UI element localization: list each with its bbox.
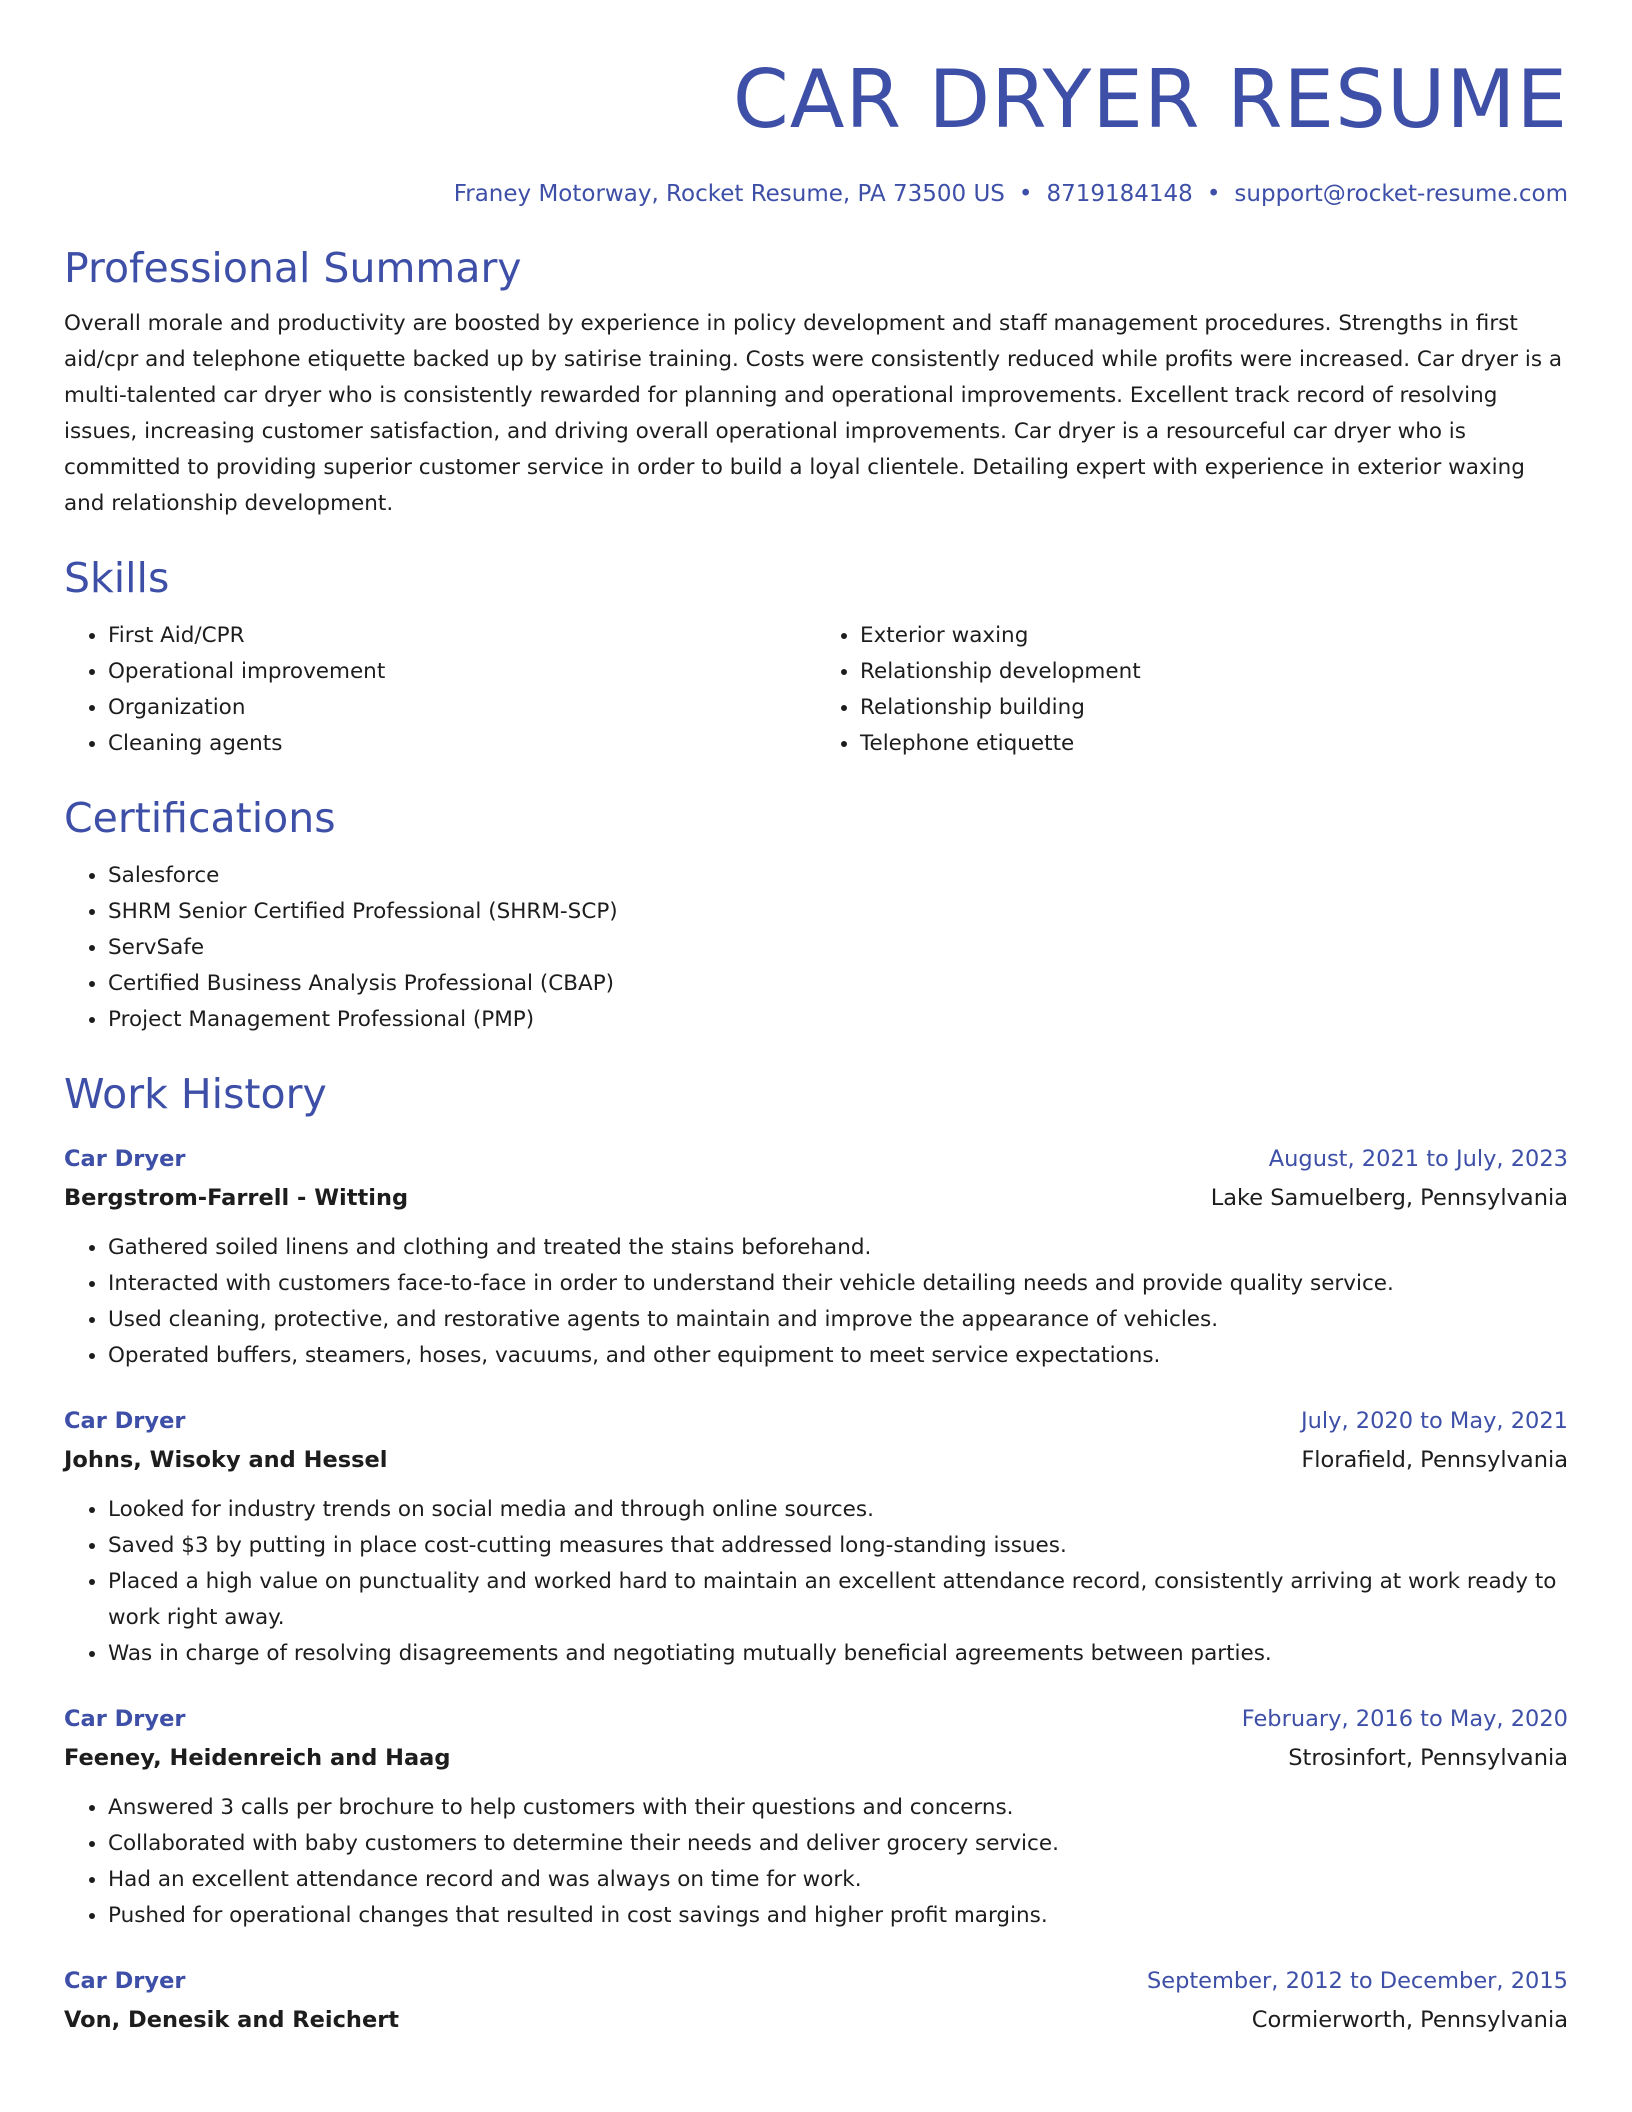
skill-item: • Relationship building bbox=[860, 690, 1568, 726]
job-location: Strosinfort, Pennsylvania bbox=[1288, 1745, 1568, 1771]
job-company-row bbox=[64, 1738, 1568, 1778]
job-title: Car Dryer bbox=[64, 1146, 186, 1172]
job-title: Car Dryer bbox=[64, 1408, 186, 1434]
certification-item: • SHRM Senior Certified Professional (SHRM-SCP) bbox=[108, 894, 1568, 930]
job-dates: September, 2012 to December, 2015 bbox=[1146, 1968, 1568, 1994]
job-bullet: • Collaborated with baby customers to determine their needs and deliver grocery service. bbox=[108, 1826, 1568, 1862]
job-dates: August, 2021 to July, 2023 bbox=[1268, 1146, 1568, 1172]
job-company: Bergstrom-Farrell - Witting bbox=[64, 1185, 409, 1211]
contact-phone: 8719184148 bbox=[1046, 181, 1193, 207]
certifications-heading: Certifications bbox=[64, 794, 336, 842]
job-bullets bbox=[64, 1790, 1568, 1934]
work-history-heading: Work History bbox=[64, 1070, 327, 1118]
certification-item: • Certified Business Analysis Professional (CBAP) bbox=[108, 966, 1568, 1002]
job-location: Lake Samuelberg, Pennsylvania bbox=[1210, 1185, 1568, 1211]
skill-item: • Operational improvement bbox=[108, 654, 816, 690]
job-title: Car Dryer bbox=[64, 1706, 186, 1732]
summary-heading: Professional Summary bbox=[64, 244, 522, 292]
job-title: Car Dryer bbox=[64, 1968, 186, 1994]
job-bullet: • Answered 3 calls per brochure to help customers with their questions and concerns. bbox=[108, 1790, 1568, 1826]
job-bullet: • Operated buffers, steamers, hoses, vacuums, and other equipment to meet service expectations. bbox=[108, 1338, 1568, 1374]
job-entry bbox=[64, 1140, 1568, 1374]
job-entry bbox=[64, 1700, 1568, 1934]
contact-line bbox=[64, 178, 1568, 210]
job-company-row bbox=[64, 2000, 1568, 2040]
job-bullet: • Gathered soiled linens and clothing and treated the stains beforehand. bbox=[108, 1230, 1568, 1266]
job-bullet: • Looked for industry trends on social media and through online sources. bbox=[108, 1492, 1568, 1528]
job-entry bbox=[64, 1402, 1568, 1672]
skills-grid bbox=[64, 618, 1568, 762]
job-title-row bbox=[64, 1700, 1568, 1738]
job-company: Von, Denesik and Reichert bbox=[64, 2007, 400, 2033]
job-bullet: • Was in charge of resolving disagreements and negotiating mutually beneficial agreements between parties. bbox=[108, 1636, 1568, 1672]
job-bullet: • Placed a high value on punctuality and worked hard to maintain an excellent attendance record, consistently arriving at work ready to work right away. bbox=[108, 1564, 1568, 1636]
job-dates: July, 2020 to May, 2021 bbox=[1300, 1408, 1568, 1434]
skill-item: • Exterior waxing bbox=[860, 618, 1568, 654]
skill-item: • Relationship development bbox=[860, 654, 1568, 690]
contact-email: support@rocket-resume.com bbox=[1234, 181, 1568, 207]
contact-separator: • bbox=[1018, 181, 1033, 207]
job-title-row bbox=[64, 1962, 1568, 2000]
resume-title: CAR DRYER RESUME bbox=[732, 53, 1568, 146]
job-bullets bbox=[64, 1230, 1568, 1374]
job-bullets bbox=[64, 1492, 1568, 1672]
skill-item: • Organization bbox=[108, 690, 816, 726]
job-company-row bbox=[64, 1178, 1568, 1218]
job-bullet: • Used cleaning, protective, and restorative agents to maintain and improve the appearance of vehicles. bbox=[108, 1302, 1568, 1338]
job-bullet: • Interacted with customers face-to-face in order to understand their vehicle detailing needs and provide quality service. bbox=[108, 1266, 1568, 1302]
skills-list-left bbox=[64, 618, 816, 762]
job-entry bbox=[64, 1962, 1568, 2040]
job-dates: February, 2016 to May, 2020 bbox=[1241, 1706, 1568, 1732]
certification-item: • ServSafe bbox=[108, 930, 1568, 966]
job-bullet: • Had an excellent attendance record and was always on time for work. bbox=[108, 1862, 1568, 1898]
skill-item: • Telephone etiquette bbox=[860, 726, 1568, 762]
job-location: Florafield, Pennsylvania bbox=[1301, 1447, 1568, 1473]
certification-item: • Salesforce bbox=[108, 858, 1568, 894]
certification-item: • Project Management Professional (PMP) bbox=[108, 1002, 1568, 1038]
job-company: Feeney, Heidenreich and Haag bbox=[64, 1745, 451, 1771]
skill-item: • First Aid/CPR bbox=[108, 618, 816, 654]
job-title-row bbox=[64, 1140, 1568, 1178]
job-location: Cormierworth, Pennsylvania bbox=[1251, 2007, 1568, 2033]
resume-header bbox=[64, 52, 1568, 210]
contact-separator: • bbox=[1206, 181, 1221, 207]
job-bullet: • Pushed for operational changes that resulted in cost savings and higher profit margins. bbox=[108, 1898, 1568, 1934]
contact-address: Franey Motorway, Rocket Resume, PA 73500 US bbox=[453, 181, 1005, 207]
summary-text: Overall morale and productivity are boosted by experience in policy development and staff management procedures. Strengths in first aid/cpr and telephone etiquette backed up by satirise training. Costs were consistently reduced while profits were increased. Car dryer is a multi-talented car dryer who is consistently rewarded for planning and operational improvements. Excellent track record of resolving issues, increasing customer satisfaction, and driving overall operational improvements. Car dryer is a resourceful car dryer who is committed to providing superior customer service in order to build a loyal clientele. Detailing expert with experience in exterior waxing and relationship development. bbox=[64, 311, 1563, 516]
skills-list-right bbox=[816, 618, 1568, 762]
certifications-list bbox=[64, 858, 1568, 1038]
skills-heading: Skills bbox=[64, 554, 170, 602]
job-company: Johns, Wisoky and Hessel bbox=[64, 1447, 388, 1473]
job-title-row bbox=[64, 1402, 1568, 1440]
job-company-row bbox=[64, 1440, 1568, 1480]
job-bullet: • Saved $3 by putting in place cost-cutting measures that addressed long-standing issues. bbox=[108, 1528, 1568, 1564]
skill-item: • Cleaning agents bbox=[108, 726, 816, 762]
